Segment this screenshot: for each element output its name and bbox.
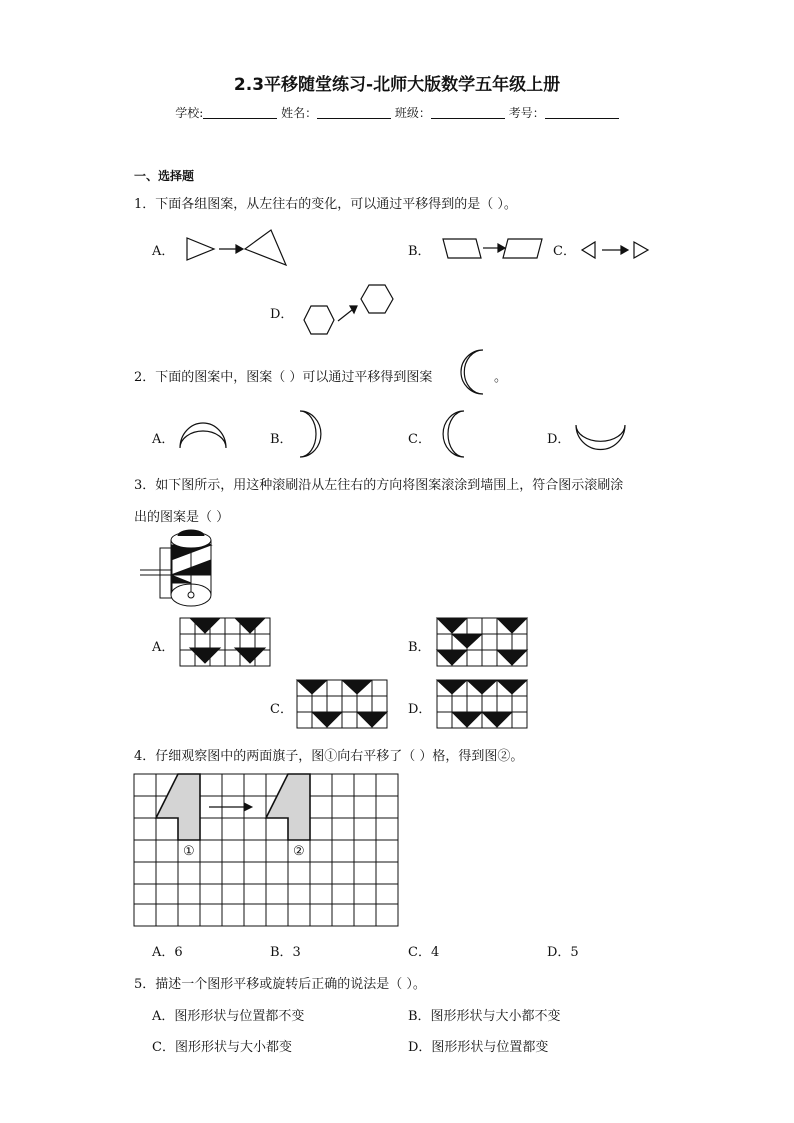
q1-option-d-label[interactable]: D． <box>270 307 294 322</box>
q5-text: 5．描述一个图形平移或旋转后正确的说法是（ ）。 <box>134 977 426 992</box>
class-label: 班级： <box>394 106 431 120</box>
q5-option-a[interactable]: A．图形形状与位置都不变 <box>152 1009 305 1024</box>
q1-text: 1．下面各组图案，从左往右的变化，可以通过平移得到的是（ ）。 <box>134 197 517 212</box>
q4-text: 4．仔细观察图中的两面旗子，图①向右平移了（ ）格，得到图②。 <box>134 749 524 764</box>
q4-option-b[interactable]: B．3 <box>270 945 301 960</box>
q4-arrowhead <box>244 803 252 811</box>
q3-option-a-label[interactable]: A． <box>152 640 175 655</box>
q4-option-c[interactable]: C．4 <box>408 945 440 960</box>
q3-line2: 出的图案是（ ） <box>134 510 230 525</box>
q1-option-c-label[interactable]: C． <box>553 244 576 259</box>
q2-option-a-label[interactable]: A． <box>152 432 175 447</box>
q4-option-a[interactable]: A．6 <box>152 945 183 960</box>
q1-option-b-label[interactable]: B． <box>408 244 431 259</box>
q2-option-d-label[interactable]: D． <box>547 432 571 447</box>
name-label: 姓名： <box>281 106 318 120</box>
q4-flag-1 <box>156 774 200 840</box>
exam-no-label: 考号： <box>508 106 545 120</box>
q5-option-b[interactable]: B．图形形状与大小都不变 <box>408 1009 561 1024</box>
q2-text-after: 。 <box>494 370 508 385</box>
q3-option-b-label[interactable]: B． <box>408 640 431 655</box>
q2-text-before: 2．下面的图案中，图案（ ）可以通过平移得到图案 <box>134 370 433 385</box>
q3-option-d-label[interactable]: D． <box>408 702 432 717</box>
school-label: 学校: <box>175 106 204 120</box>
q3-option-c-label[interactable]: C． <box>270 702 293 717</box>
q4-flag-2 <box>266 774 310 840</box>
q4-option-d[interactable]: D．5 <box>547 945 579 960</box>
q5-option-c[interactable]: C．图形形状与大小都变 <box>152 1040 292 1055</box>
q4-flag-1-label: ① <box>183 844 195 859</box>
q2-option-b-label[interactable]: B． <box>270 432 293 447</box>
q4-flag-2-label: ② <box>293 844 305 859</box>
q1-option-a-label[interactable]: A． <box>152 244 175 259</box>
q2-option-c-label[interactable]: C． <box>408 432 431 447</box>
page-title: 2.3平移随堂练习-北师大版数学五年级上册 <box>233 75 561 95</box>
q5-option-d[interactable]: D．图形形状与位置都变 <box>408 1040 549 1055</box>
section-heading: 一、选择题 <box>134 169 195 183</box>
q3-line1: 3．如下图所示，用这种滚刷沿从左往右的方向将图案滚涂到墙围上，符合图示滚刷涂 <box>134 478 624 493</box>
